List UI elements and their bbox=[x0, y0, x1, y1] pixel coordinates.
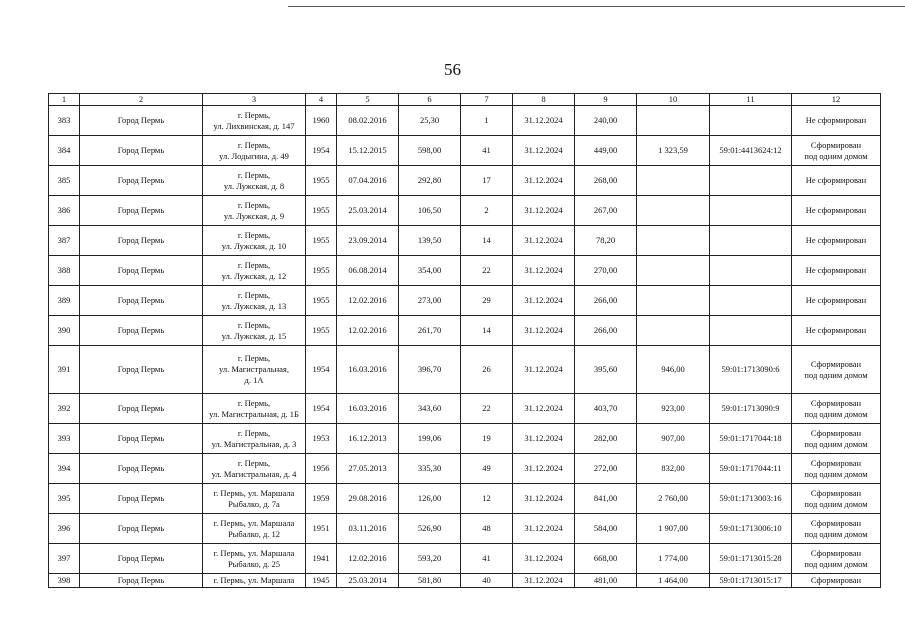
city-name: Город Пермь bbox=[80, 256, 203, 286]
land-status: Не сформирован bbox=[792, 286, 881, 316]
residents-count: 26 bbox=[461, 346, 513, 394]
city-name: Город Пермь bbox=[80, 106, 203, 136]
row-number: 391 bbox=[49, 346, 80, 394]
cadastral-number: 59:01:1713090:6 bbox=[710, 346, 792, 394]
row-number: 388 bbox=[49, 256, 80, 286]
living-area: 396,70 bbox=[399, 346, 461, 394]
resettlement-deadline: 31.12.2024 bbox=[513, 424, 575, 454]
page-number: 56 bbox=[444, 60, 461, 79]
living-area: 25,30 bbox=[399, 106, 461, 136]
resettlement-deadline: 31.12.2024 bbox=[513, 544, 575, 574]
row-number: 387 bbox=[49, 226, 80, 256]
land-area: 584,00 bbox=[575, 514, 637, 544]
living-area: 292,80 bbox=[399, 166, 461, 196]
table-row bbox=[49, 346, 881, 394]
land-area: 268,00 bbox=[575, 166, 637, 196]
land-status: Сформирован под одним домом bbox=[792, 346, 881, 394]
cadastral-area bbox=[637, 196, 710, 226]
living-area: 106,50 bbox=[399, 196, 461, 226]
living-area: 273,00 bbox=[399, 286, 461, 316]
land-area: 841,00 bbox=[575, 484, 637, 514]
cadastral-number: 59:01:1713090:9 bbox=[710, 394, 792, 424]
table-row bbox=[49, 424, 881, 454]
land-area: 395,60 bbox=[575, 346, 637, 394]
cadastral-number: 59:01:1717044:18 bbox=[710, 424, 792, 454]
table-row bbox=[49, 226, 881, 256]
construction-year: 1955 bbox=[306, 196, 337, 226]
cadastral-number bbox=[710, 226, 792, 256]
residents-count: 12 bbox=[461, 484, 513, 514]
row-number: 390 bbox=[49, 316, 80, 346]
living-area: 593,20 bbox=[399, 544, 461, 574]
land-area: 270,00 bbox=[575, 256, 637, 286]
table-row bbox=[49, 484, 881, 514]
row-number: 389 bbox=[49, 286, 80, 316]
resettlement-deadline: 31.12.2024 bbox=[513, 136, 575, 166]
living-area: 261,70 bbox=[399, 316, 461, 346]
cadastral-area bbox=[637, 316, 710, 346]
land-status: Сформирован под одним домом bbox=[792, 424, 881, 454]
city-name: Город Пермь bbox=[80, 196, 203, 226]
land-status: Сформирован под одним домом bbox=[792, 514, 881, 544]
land-status: Сформирован под одним домом bbox=[792, 136, 881, 166]
land-area: 481,00 bbox=[575, 574, 637, 588]
resettlement-deadline: 31.12.2024 bbox=[513, 166, 575, 196]
address: г. Пермь, ул. Лужская, д. 15 bbox=[203, 316, 306, 346]
residents-count: 17 bbox=[461, 166, 513, 196]
living-area: 335,30 bbox=[399, 454, 461, 484]
table-row bbox=[49, 256, 881, 286]
recognition-date: 12.02.2016 bbox=[337, 544, 399, 574]
table-row bbox=[49, 514, 881, 544]
construction-year: 1954 bbox=[306, 346, 337, 394]
construction-year: 1941 bbox=[306, 544, 337, 574]
living-area: 598,00 bbox=[399, 136, 461, 166]
cadastral-area: 1 907,00 bbox=[637, 514, 710, 544]
city-name: Город Пермь bbox=[80, 544, 203, 574]
living-area: 139,50 bbox=[399, 226, 461, 256]
construction-year: 1945 bbox=[306, 574, 337, 588]
recognition-date: 29.08.2016 bbox=[337, 484, 399, 514]
recognition-date: 15.12.2015 bbox=[337, 136, 399, 166]
recognition-date: 25.03.2014 bbox=[337, 196, 399, 226]
cadastral-area: 1 464,00 bbox=[637, 574, 710, 588]
column-number: 7 bbox=[461, 94, 513, 106]
resettlement-deadline: 31.12.2024 bbox=[513, 316, 575, 346]
address: г. Пермь, ул. Магистральная, д. 3 bbox=[203, 424, 306, 454]
land-area: 267,00 bbox=[575, 196, 637, 226]
land-area: 449,00 bbox=[575, 136, 637, 166]
land-status: Сформирован под одним домом bbox=[792, 544, 881, 574]
cadastral-number: 59:01:1713015:28 bbox=[710, 544, 792, 574]
city-name: Город Пермь bbox=[80, 454, 203, 484]
city-name: Город Пермь bbox=[80, 484, 203, 514]
cadastral-number: 59:01:4413624:12 bbox=[710, 136, 792, 166]
land-status: Не сформирован bbox=[792, 226, 881, 256]
land-status: Сформирован под одним домом bbox=[792, 394, 881, 424]
city-name: Город Пермь bbox=[80, 316, 203, 346]
cadastral-number bbox=[710, 166, 792, 196]
address: г. Пермь, ул. Магистральная, д. 4 bbox=[203, 454, 306, 484]
land-area: 240,00 bbox=[575, 106, 637, 136]
city-name: Город Пермь bbox=[80, 166, 203, 196]
resettlement-deadline: 31.12.2024 bbox=[513, 256, 575, 286]
cadastral-area bbox=[637, 226, 710, 256]
address: г. Пермь, ул. Лужская, д. 10 bbox=[203, 226, 306, 256]
residents-count: 41 bbox=[461, 544, 513, 574]
land-area: 78,20 bbox=[575, 226, 637, 256]
recognition-date: 06.08.2014 bbox=[337, 256, 399, 286]
cadastral-area bbox=[637, 286, 710, 316]
address: г. Пермь, ул. Лужская, д. 13 bbox=[203, 286, 306, 316]
city-name: Город Пермь bbox=[80, 286, 203, 316]
address: г. Пермь, ул. Маршала Рыбалко, д. 7а bbox=[203, 484, 306, 514]
column-number: 10 bbox=[637, 94, 710, 106]
land-area: 282,00 bbox=[575, 424, 637, 454]
construction-year: 1951 bbox=[306, 514, 337, 544]
address: г. Пермь, ул. Лужская, д. 9 bbox=[203, 196, 306, 226]
column-number: 8 bbox=[513, 94, 575, 106]
table-row bbox=[49, 166, 881, 196]
resettlement-deadline: 31.12.2024 bbox=[513, 196, 575, 226]
city-name: Город Пермь bbox=[80, 136, 203, 166]
cadastral-number bbox=[710, 316, 792, 346]
row-number: 392 bbox=[49, 394, 80, 424]
row-number: 386 bbox=[49, 196, 80, 226]
land-area: 266,00 bbox=[575, 316, 637, 346]
address: г. Пермь, ул. Лихвинская, д. 147 bbox=[203, 106, 306, 136]
construction-year: 1960 bbox=[306, 106, 337, 136]
land-status: Не сформирован bbox=[792, 316, 881, 346]
column-number: 6 bbox=[399, 94, 461, 106]
land-status: Сформирован под одним домом bbox=[792, 454, 881, 484]
cadastral-number: 59:01:1713003:16 bbox=[710, 484, 792, 514]
cadastral-area bbox=[637, 256, 710, 286]
cadastral-area: 923,00 bbox=[637, 394, 710, 424]
column-number: 2 bbox=[80, 94, 203, 106]
cadastral-number bbox=[710, 256, 792, 286]
recognition-date: 25.03.2014 bbox=[337, 574, 399, 588]
residents-count: 2 bbox=[461, 196, 513, 226]
recognition-date: 12.02.2016 bbox=[337, 286, 399, 316]
residents-count: 1 bbox=[461, 106, 513, 136]
living-area: 354,00 bbox=[399, 256, 461, 286]
resettlement-deadline: 31.12.2024 bbox=[513, 574, 575, 588]
cadastral-area bbox=[637, 106, 710, 136]
land-status: Не сформирован bbox=[792, 256, 881, 286]
recognition-date: 16.03.2016 bbox=[337, 394, 399, 424]
recognition-date: 07.04.2016 bbox=[337, 166, 399, 196]
resettlement-deadline: 31.12.2024 bbox=[513, 286, 575, 316]
cadastral-area: 2 760,00 bbox=[637, 484, 710, 514]
land-area: 403,70 bbox=[575, 394, 637, 424]
cadastral-number: 59:01:1717044:11 bbox=[710, 454, 792, 484]
column-number: 9 bbox=[575, 94, 637, 106]
cadastral-number: 59:01:1713015:17 bbox=[710, 574, 792, 588]
resettlement-deadline: 31.12.2024 bbox=[513, 226, 575, 256]
cadastral-area bbox=[637, 166, 710, 196]
land-status: Сформирован под одним домом bbox=[792, 484, 881, 514]
land-area: 272,00 bbox=[575, 454, 637, 484]
city-name: Город Пермь bbox=[80, 394, 203, 424]
land-status: Сформирован bbox=[792, 574, 881, 588]
cadastral-area: 907,00 bbox=[637, 424, 710, 454]
table-row bbox=[49, 454, 881, 484]
row-number: 397 bbox=[49, 544, 80, 574]
cadastral-area: 946,00 bbox=[637, 346, 710, 394]
address: г. Пермь, ул. Маршала bbox=[203, 574, 306, 588]
cadastral-number: 59:01:1713006:10 bbox=[710, 514, 792, 544]
cadastral-number bbox=[710, 196, 792, 226]
column-number: 3 bbox=[203, 94, 306, 106]
residents-count: 40 bbox=[461, 574, 513, 588]
cadastral-area: 1 774,00 bbox=[637, 544, 710, 574]
address: г. Пермь, ул. Маршала Рыбалко, д. 12 bbox=[203, 514, 306, 544]
residents-count: 29 bbox=[461, 286, 513, 316]
table-row bbox=[49, 106, 881, 136]
living-area: 343,60 bbox=[399, 394, 461, 424]
residents-count: 14 bbox=[461, 316, 513, 346]
row-number: 383 bbox=[49, 106, 80, 136]
residents-count: 19 bbox=[461, 424, 513, 454]
living-area: 199,06 bbox=[399, 424, 461, 454]
city-name: Город Пермь bbox=[80, 574, 203, 588]
table-row bbox=[49, 544, 881, 574]
recognition-date: 16.12.2013 bbox=[337, 424, 399, 454]
column-number: 11 bbox=[710, 94, 792, 106]
land-status: Не сформирован bbox=[792, 106, 881, 136]
resettlement-deadline: 31.12.2024 bbox=[513, 106, 575, 136]
recognition-date: 23.09.2014 bbox=[337, 226, 399, 256]
row-number: 396 bbox=[49, 514, 80, 544]
row-number: 398 bbox=[49, 574, 80, 588]
top-rule bbox=[288, 6, 905, 7]
construction-year: 1953 bbox=[306, 424, 337, 454]
construction-year: 1955 bbox=[306, 166, 337, 196]
residents-count: 49 bbox=[461, 454, 513, 484]
address: г. Пермь, ул. Лодыгина, д. 49 bbox=[203, 136, 306, 166]
housing-table bbox=[48, 93, 881, 588]
land-status: Не сформирован bbox=[792, 166, 881, 196]
table-row bbox=[49, 286, 881, 316]
residents-count: 48 bbox=[461, 514, 513, 544]
cadastral-area: 1 323,59 bbox=[637, 136, 710, 166]
residents-count: 41 bbox=[461, 136, 513, 166]
address: г. Пермь, ул. Маршала Рыбалко, д. 25 bbox=[203, 544, 306, 574]
land-area: 668,00 bbox=[575, 544, 637, 574]
address: г. Пермь, ул. Лужская, д. 12 bbox=[203, 256, 306, 286]
table-row bbox=[49, 394, 881, 424]
address: г. Пермь, ул. Магистральная, д. 1А bbox=[203, 346, 306, 394]
table-row bbox=[49, 196, 881, 226]
construction-year: 1955 bbox=[306, 316, 337, 346]
construction-year: 1955 bbox=[306, 226, 337, 256]
column-number-row bbox=[49, 94, 881, 106]
table-row bbox=[49, 136, 881, 166]
recognition-date: 12.02.2016 bbox=[337, 316, 399, 346]
address: г. Пермь, ул. Лужская, д. 8 bbox=[203, 166, 306, 196]
column-number: 12 bbox=[792, 94, 881, 106]
row-number: 384 bbox=[49, 136, 80, 166]
construction-year: 1954 bbox=[306, 394, 337, 424]
recognition-date: 16.03.2016 bbox=[337, 346, 399, 394]
city-name: Город Пермь bbox=[80, 226, 203, 256]
recognition-date: 27.05.2013 bbox=[337, 454, 399, 484]
city-name: Город Пермь bbox=[80, 346, 203, 394]
column-number: 1 bbox=[49, 94, 80, 106]
city-name: Город Пермь bbox=[80, 424, 203, 454]
cadastral-number bbox=[710, 106, 792, 136]
resettlement-deadline: 31.12.2024 bbox=[513, 346, 575, 394]
construction-year: 1954 bbox=[306, 136, 337, 166]
table-row bbox=[49, 574, 881, 588]
cadastral-number bbox=[710, 286, 792, 316]
city-name: Город Пермь bbox=[80, 514, 203, 544]
residents-count: 22 bbox=[461, 256, 513, 286]
residents-count: 14 bbox=[461, 226, 513, 256]
residents-count: 22 bbox=[461, 394, 513, 424]
cadastral-area: 832,00 bbox=[637, 454, 710, 484]
living-area: 581,80 bbox=[399, 574, 461, 588]
living-area: 126,00 bbox=[399, 484, 461, 514]
living-area: 526,90 bbox=[399, 514, 461, 544]
recognition-date: 03.11.2016 bbox=[337, 514, 399, 544]
row-number: 393 bbox=[49, 424, 80, 454]
row-number: 385 bbox=[49, 166, 80, 196]
construction-year: 1956 bbox=[306, 454, 337, 484]
construction-year: 1955 bbox=[306, 256, 337, 286]
resettlement-deadline: 31.12.2024 bbox=[513, 514, 575, 544]
table-row bbox=[49, 316, 881, 346]
row-number: 395 bbox=[49, 484, 80, 514]
resettlement-deadline: 31.12.2024 bbox=[513, 484, 575, 514]
land-area: 266,00 bbox=[575, 286, 637, 316]
recognition-date: 08.02.2016 bbox=[337, 106, 399, 136]
resettlement-deadline: 31.12.2024 bbox=[513, 454, 575, 484]
land-status: Не сформирован bbox=[792, 196, 881, 226]
construction-year: 1955 bbox=[306, 286, 337, 316]
column-number: 5 bbox=[337, 94, 399, 106]
row-number: 394 bbox=[49, 454, 80, 484]
address: г. Пермь, ул. Магистральная, д. 1Б bbox=[203, 394, 306, 424]
resettlement-deadline: 31.12.2024 bbox=[513, 394, 575, 424]
construction-year: 1959 bbox=[306, 484, 337, 514]
column-number: 4 bbox=[306, 94, 337, 106]
